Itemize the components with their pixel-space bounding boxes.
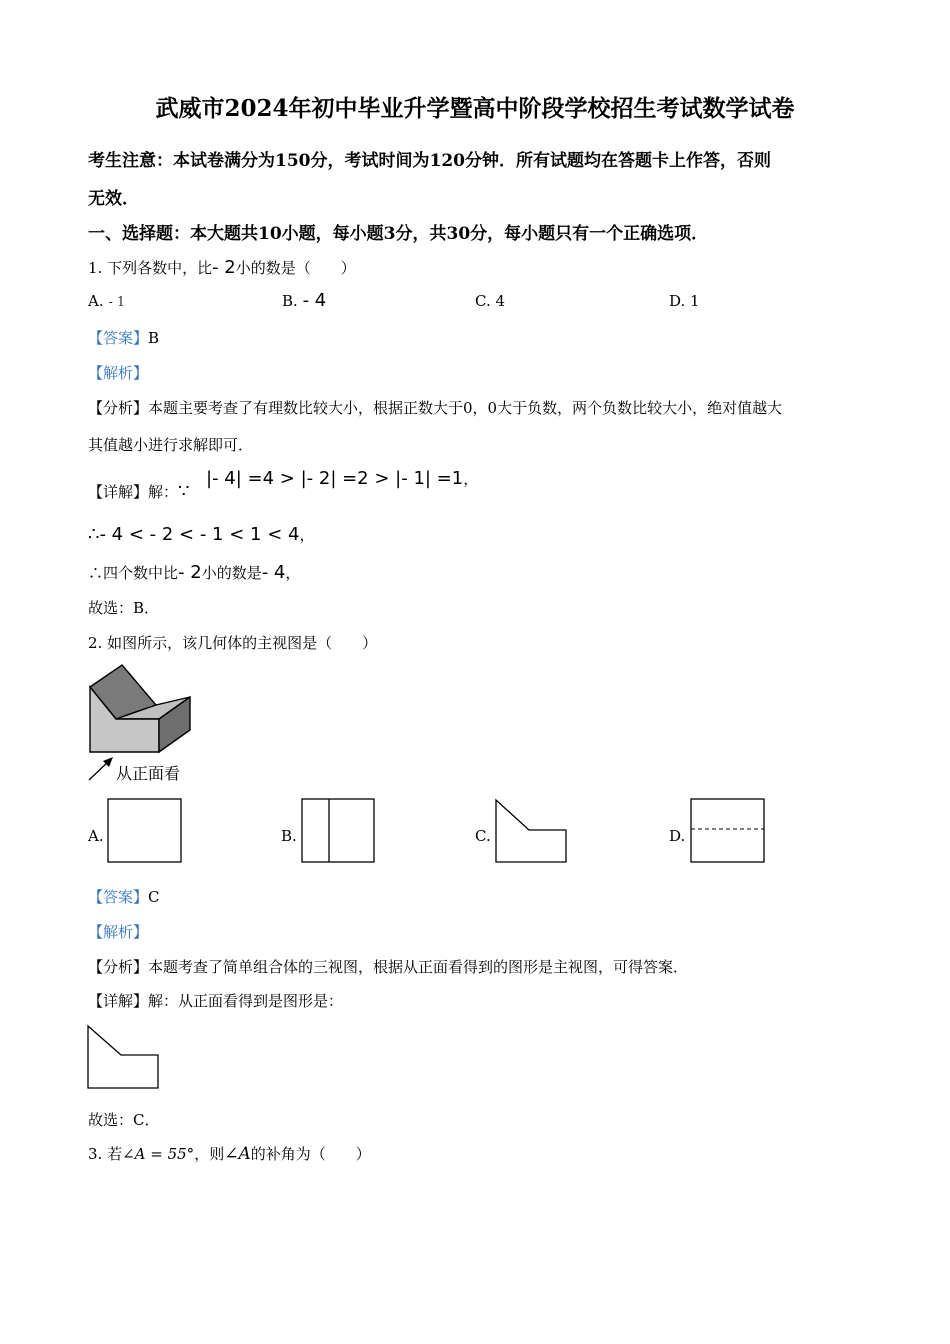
q2-option-a-label: A. <box>88 827 104 845</box>
q1-analysis-tag: 【解析】 <box>88 364 149 382</box>
q1-fenxi-line-1: 【分析】本题主要考查了有理数比较大小，根据正数大于0，0大于负数，两个负数比较大小，绝对值越大 <box>88 399 783 417</box>
q2-option-a-figure <box>107 798 183 864</box>
q2-answer: 【答案】C <box>88 888 160 906</box>
q1-abs-expression: |- 4| =4 > |- 2| =2 > |- 1| =1， <box>206 468 479 489</box>
q2-option-c-figure <box>495 799 569 865</box>
q1-therefore-2: ∴四个数中比- 2小的数是- 4， <box>88 562 301 583</box>
q2-option-b-figure <box>301 798 377 864</box>
q1-conclusion: 故选：B． <box>88 599 160 617</box>
notice-line-1: 考生注意：本试卷满分为150分，考试时间为120分钟．所有试题均在答题卡上作答，否则 <box>88 151 771 171</box>
q1-option-b: B. - 4 <box>282 290 327 311</box>
q1-answer: 【答案】B <box>88 329 160 347</box>
q2-detail: 【详解】解：从正面看得到是图形是： <box>88 992 344 1010</box>
question-2-stem: 2. 如图所示，该几何体的主视图是（ ） <box>88 634 378 652</box>
q2-solution-figure <box>87 1025 163 1091</box>
section-heading: 一、选择题：本大题共10小题，每小题3分，共30分，每小题只有一个正确选项． <box>88 224 709 244</box>
q1-option-d: D. 1 <box>669 292 700 310</box>
q2-analysis-tag: 【解析】 <box>88 923 149 941</box>
q2-fenxi: 【分析】本题考查了简单组合体的三视图，根据从正面看得到的图形是主视图，可得答案． <box>88 958 689 976</box>
q1-option-c: C. 4 <box>475 292 506 310</box>
solid-figure <box>86 665 196 765</box>
q1-therefore-1: ∴- 4 < - 2 < - 1 < 1 < 4， <box>88 524 315 545</box>
q1-detail-line: 【详解】解：∵ <box>88 481 190 502</box>
q2-option-c-label: C. <box>475 827 491 845</box>
question-3-stem: 3. 若∠A = 55°，则∠A的补角为（ ） <box>88 1144 371 1164</box>
q2-conclusion: 故选：C． <box>88 1111 160 1129</box>
page-title: 武威市2024年初中毕业升学暨高中阶段学校招生考试数学试卷 <box>155 95 795 122</box>
q2-option-d-label: D. <box>669 827 686 845</box>
q2-option-d-figure <box>690 798 768 864</box>
q1-fenxi-line-2: 其值越小进行求解即可． <box>88 436 254 454</box>
question-1-stem: 1. 下列各数中，比- 2小的数是（ ） <box>88 257 356 278</box>
view-label: 从正面看 <box>116 764 181 783</box>
notice-line-2: 无效． <box>88 189 139 209</box>
q1-option-a: A. - 1 <box>88 292 126 310</box>
q2-option-b-label: B. <box>281 827 297 845</box>
